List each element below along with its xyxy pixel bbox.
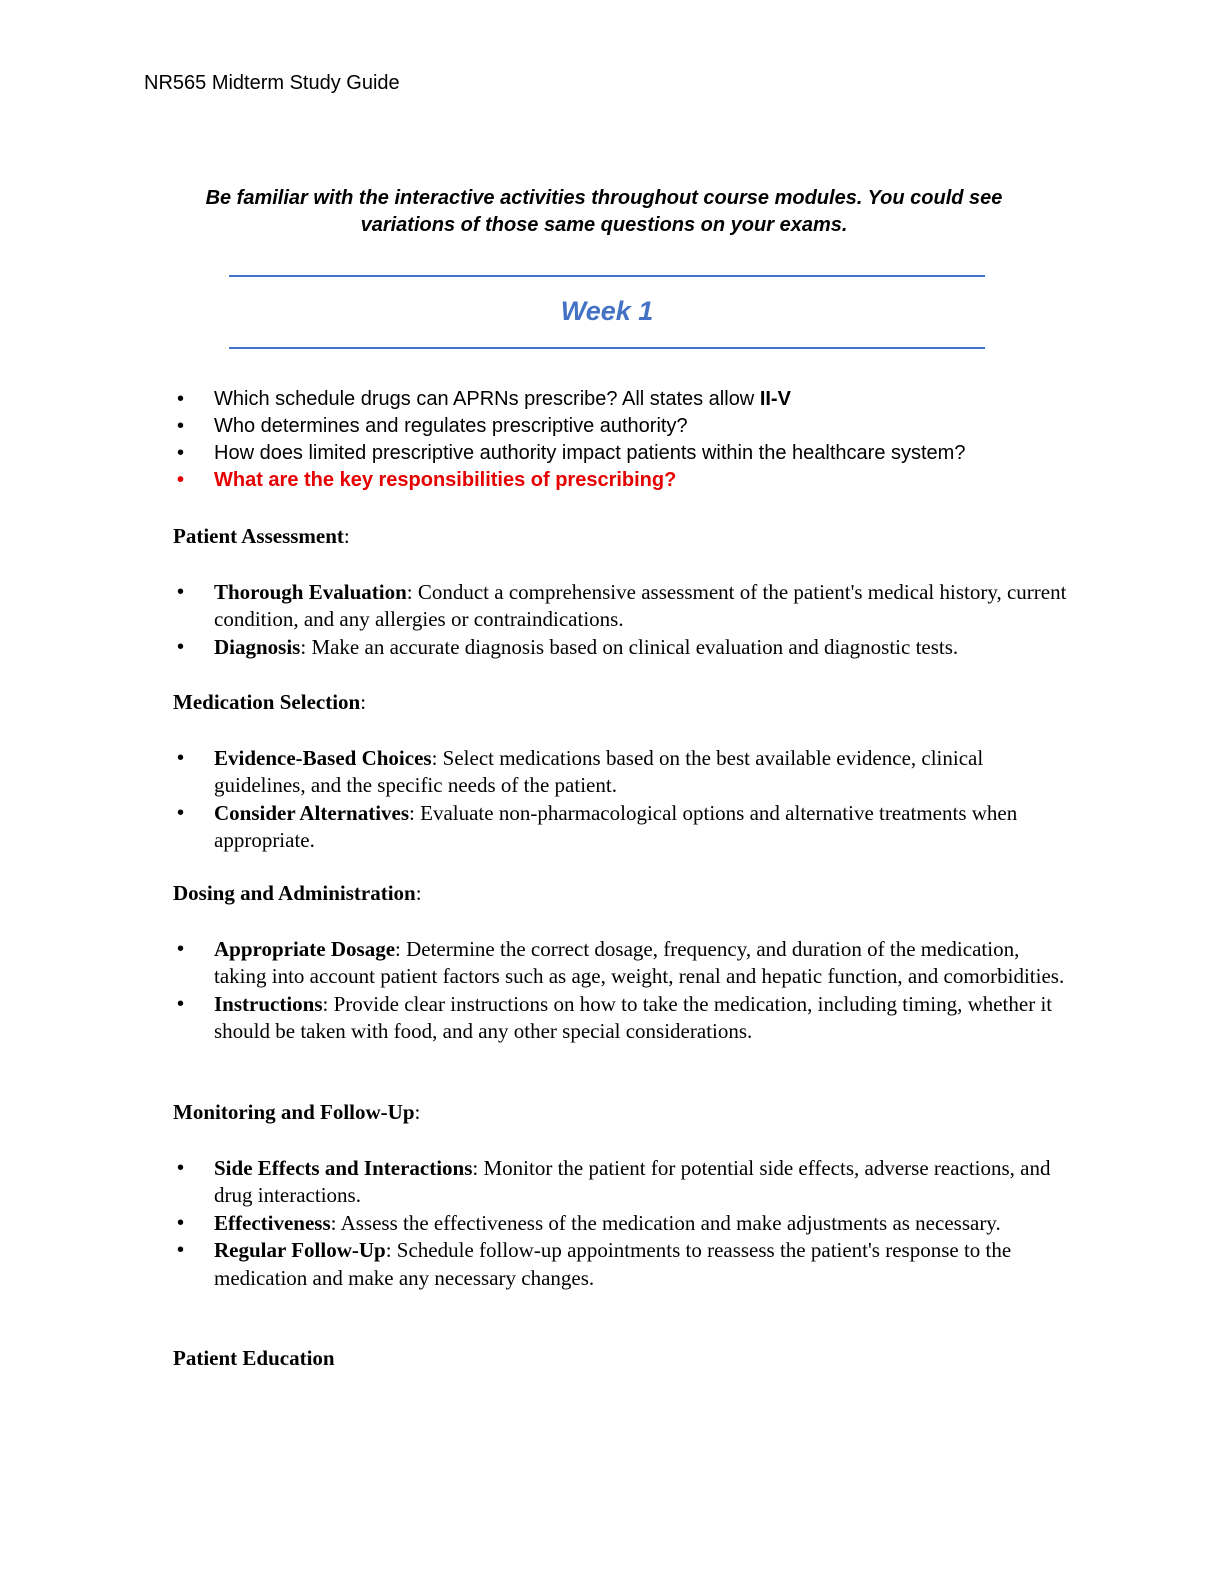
section-patient-assessment [173, 523, 1073, 661]
item-desc: : Evaluate non-pharmacological options and alternative treatments when appropriate. [214, 800, 1018, 852]
item-term: Side Effects and Interactions [214, 1155, 473, 1180]
question-list [173, 386, 1073, 494]
list-item [173, 634, 1073, 662]
item-desc: : Make an accurate diagnosis based on clinical evaluation and diagnostic tests. [300, 634, 959, 659]
question-text: What are the key responsibilities of prescribing? [214, 469, 677, 491]
item-desc: : Determine the correct dosage, frequency, and duration of the medication, taking into account patient factors such as age, weight, renal and hepatic function, and comorbidities. [214, 936, 1065, 988]
question-item [173, 413, 1073, 440]
item-term: Appropriate Dosage [214, 936, 396, 961]
week-title: Week 1 [560, 296, 654, 326]
section-list [173, 579, 1073, 662]
item-term: Regular Follow-Up [214, 1238, 386, 1262]
question-item-highlighted [173, 467, 1073, 494]
week-rule-bottom [229, 347, 985, 349]
document-header: NR565 Midterm Study Guide [144, 72, 400, 94]
item-desc: : Select medications based on the best available evidence, clinical guidelines, and the specific needs of the patient. [214, 745, 984, 797]
section-heading: Monitoring and Follow-Up: [173, 1100, 421, 1124]
item-term: Thorough Evaluation [214, 579, 407, 604]
item-desc: : Provide clear instructions on how to take the medication, including timing, whether it should be taken with food, and any other special considerations. [214, 991, 1053, 1043]
item-term: Consider Alternatives [214, 800, 410, 825]
item-term: Evidence-Based Choices [214, 745, 432, 770]
list-item [173, 745, 1073, 800]
intro-line-1: Be familiar with the interactive activities throughout course modules. You could see [205, 187, 1003, 209]
item-desc: : Monitor the patient for potential side effects, adverse reactions, and drug interactions. [214, 1155, 1051, 1207]
section-dosing-administration [173, 880, 1073, 1046]
list-item [173, 936, 1073, 991]
question-text: Which schedule drugs can APRNs prescribe? All states allow [214, 388, 760, 410]
item-term: Diagnosis [214, 634, 301, 659]
intro-line-2: variations of those same questions on your exams. [360, 214, 848, 236]
section-heading: Dosing and Administration: [173, 881, 422, 905]
question-item [173, 440, 1073, 467]
list-item [173, 800, 1073, 855]
section-patient-education [173, 1345, 1073, 1401]
section-monitoring-follow-up [173, 1099, 1073, 1292]
section-list [173, 936, 1073, 1046]
section-list [173, 1155, 1073, 1293]
item-term: Effectiveness [214, 1210, 331, 1235]
week-rule-top [229, 275, 985, 277]
list-item [173, 1210, 1073, 1238]
list-item [173, 1155, 1073, 1210]
question-emphasis: II-V [759, 388, 791, 410]
question-text: How does limited prescriptive authority impact patients within the healthcare system? [214, 442, 966, 464]
list-item [173, 1237, 1073, 1292]
section-medication-selection [173, 689, 1073, 855]
section-list [173, 745, 1073, 855]
item-term: Instructions [214, 991, 323, 1016]
list-item [173, 579, 1073, 634]
question-item [173, 386, 1073, 413]
item-desc: : Assess the effectiveness of the medication and make adjustments as necessary. [330, 1210, 1001, 1235]
intro-note [144, 185, 1064, 239]
section-heading: Patient Education [173, 1346, 335, 1370]
list-item [173, 991, 1073, 1046]
section-heading: Patient Assessment: [173, 524, 350, 548]
section-heading: Medication Selection: [173, 690, 367, 714]
item-desc: : Conduct a comprehensive assessment of the patient's medical history, current condition, and any allergies or contraindications. [214, 579, 1067, 631]
question-text: Who determines and regulates prescriptive authority? [214, 415, 688, 437]
item-desc: : Schedule follow-up appointments to reassess the patient's response to the medication and make any necessary changes. [214, 1238, 1012, 1290]
